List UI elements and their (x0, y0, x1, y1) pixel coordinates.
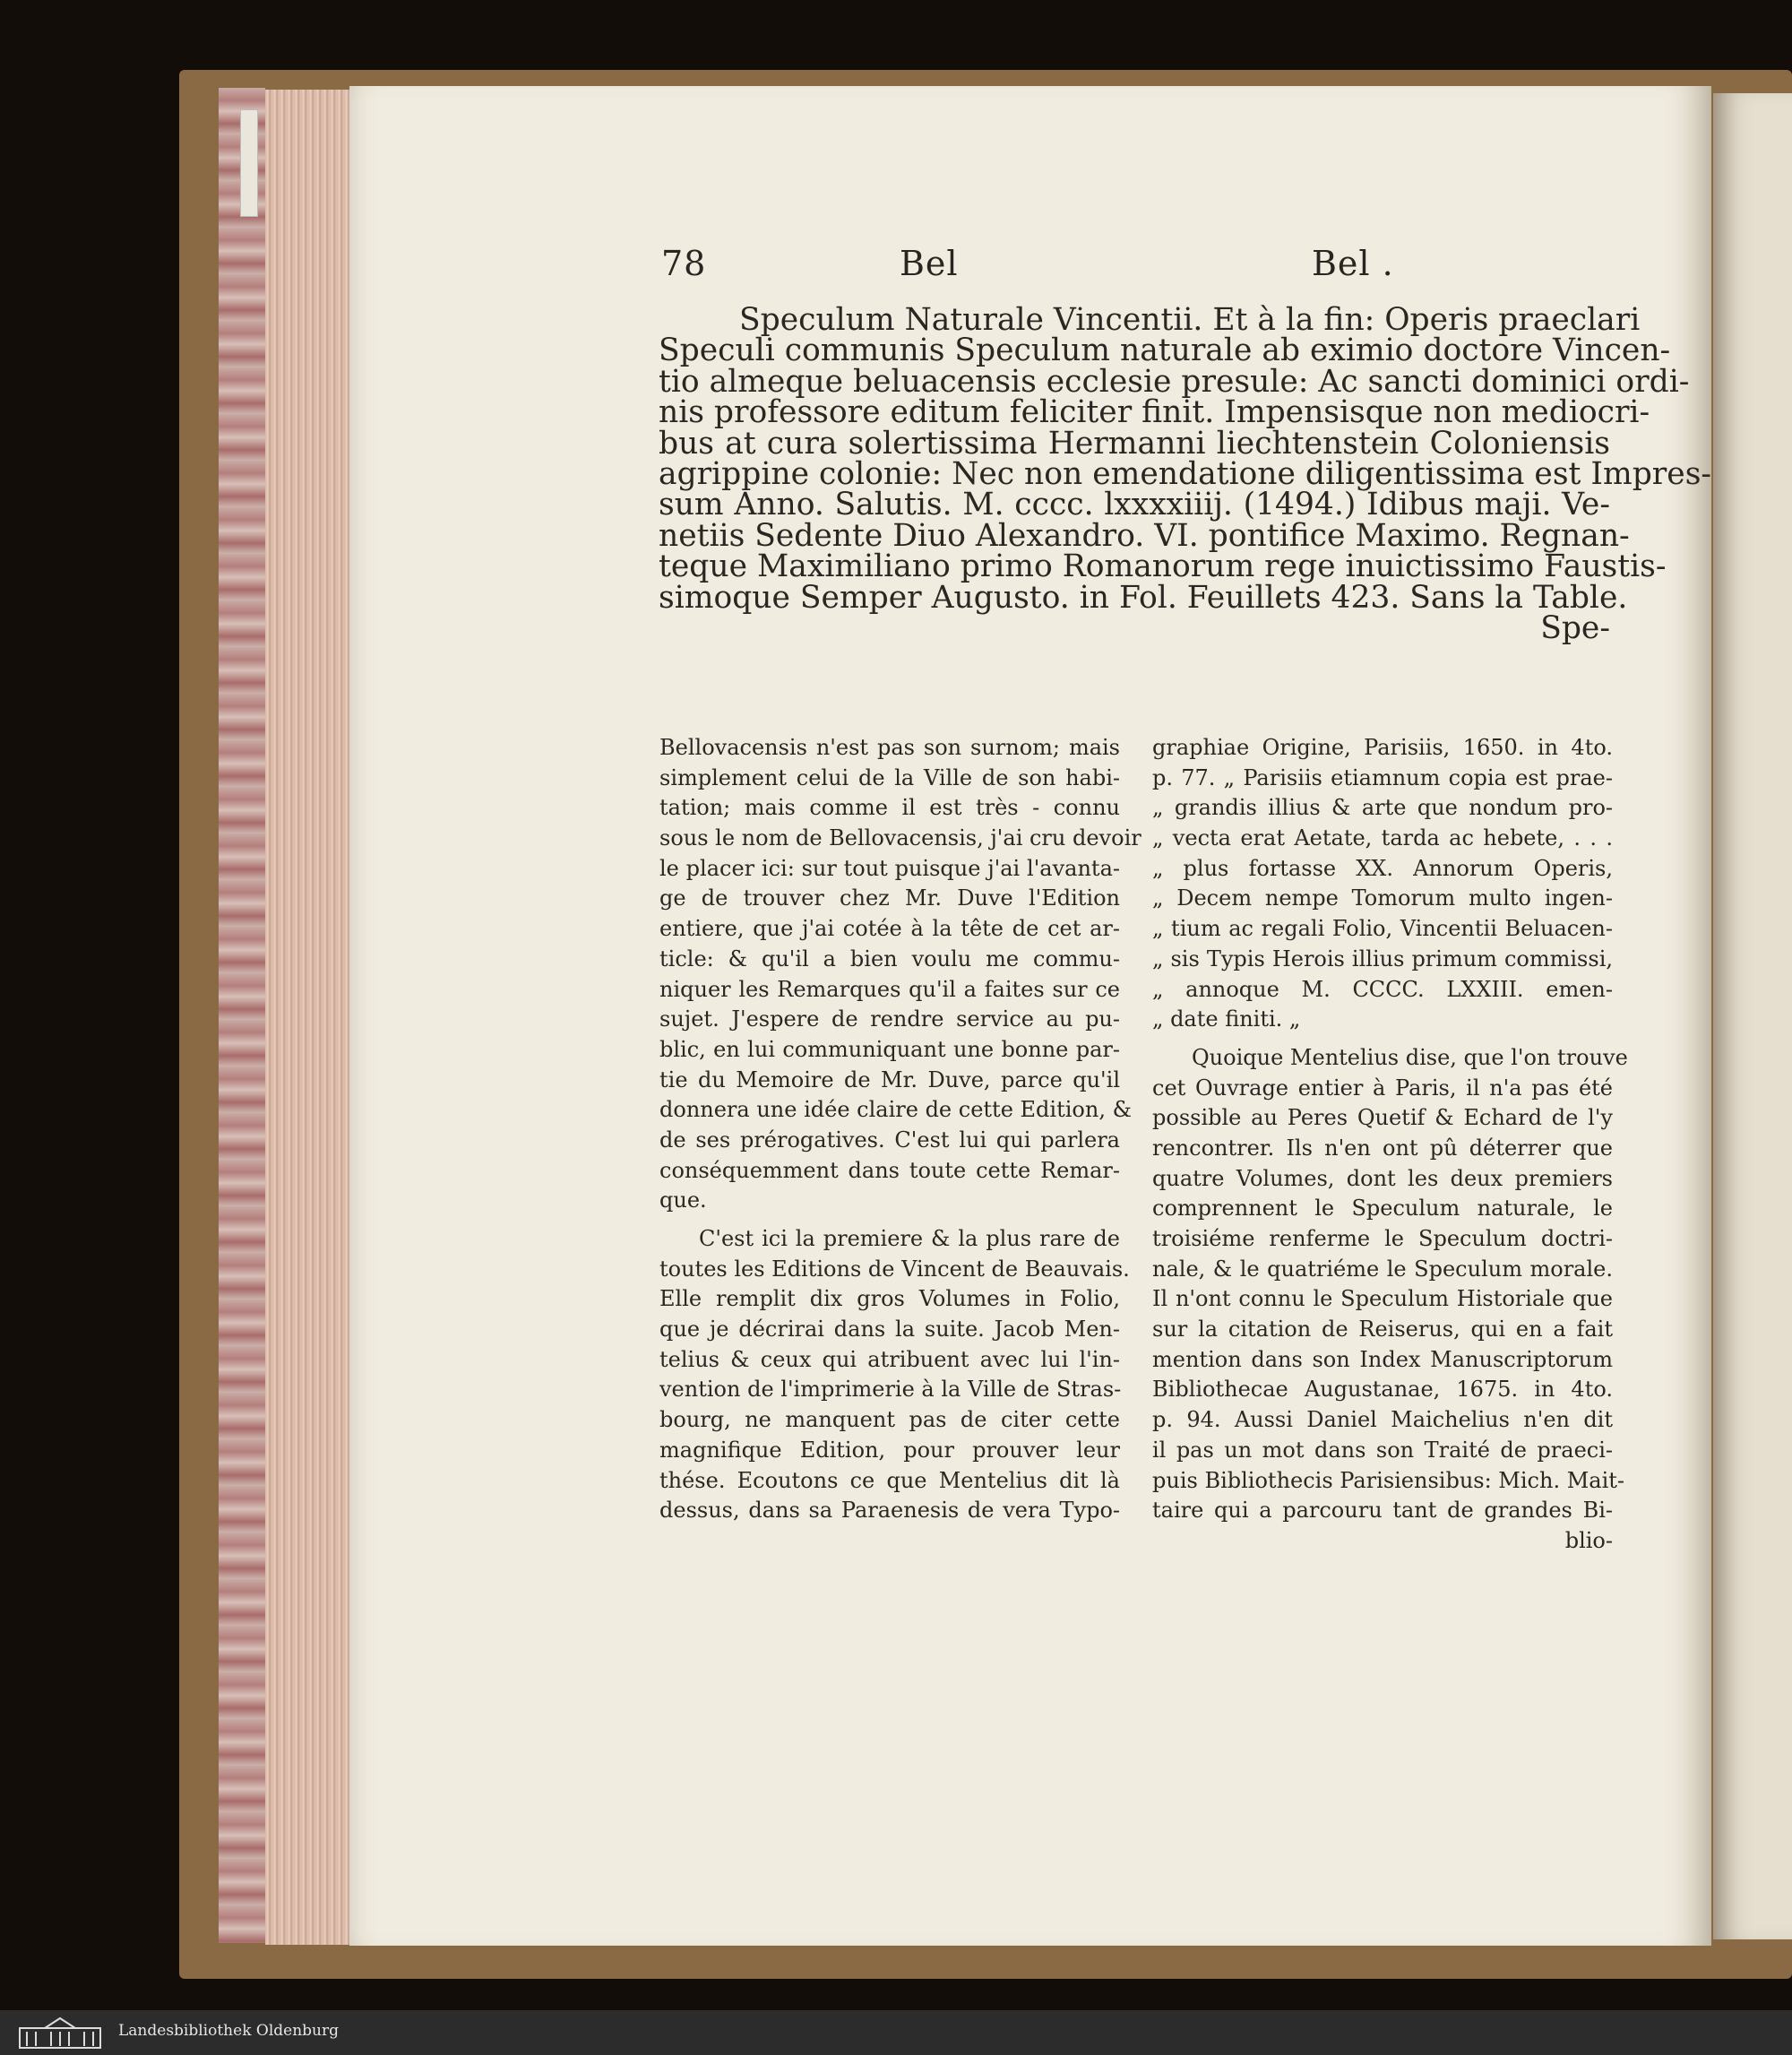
text-line: donnera une idée claire de cette Edition, & (659, 1097, 1132, 1123)
text-line: sujet. J'espere de rendre service au pu- (659, 1006, 1120, 1032)
paragraph (1152, 733, 1613, 1035)
text-line: conséquemment dans toute cette Remar- (659, 1157, 1120, 1183)
text-line: nale, & le quatriéme le Speculum morale. (1152, 1256, 1613, 1282)
paragraph (659, 733, 1142, 1216)
text-line: tation; mais comme il est très - connu (659, 795, 1120, 821)
text-line: „ vecta erat Aetate, tarda ac hebete, . . . (1152, 825, 1613, 851)
text-line: bourg, ne manquent pas de citer cette (659, 1407, 1120, 1433)
text-line: simplement celui de la Ville de son habi- (659, 764, 1120, 790)
text-line: quatre Volumes, dont les deux premiers (1152, 1165, 1613, 1191)
text-line: taire qui a parcouru tant de grandes Bi- (1152, 1498, 1613, 1524)
right-column (1152, 733, 1628, 1557)
text-line: „ tium ac regali Folio, Vincentii Beluacen- (1152, 916, 1613, 942)
main-entry-line: agrippine colonie: Nec non emendatione diligentissima est Impres- (659, 455, 1712, 492)
text-line: cet Ouvrage entier à Paris, il n'a pas été (1152, 1075, 1613, 1101)
main-entry-line: simoque Semper Augusto. in Fol. Feuillets 423. Sans la Table. (659, 579, 1628, 616)
text-line: ge de trouver chez Mr. Duve l'Edition (659, 885, 1120, 911)
text-line: „ grandis illius & arte que nondum pro- (1152, 795, 1613, 821)
text-line: de ses prérogatives. C'est lui qui parlera (659, 1127, 1120, 1153)
paragraph (659, 1224, 1130, 1526)
text-line: „ sis Typis Herois illius primum commissi, (1152, 945, 1613, 971)
text-line: il pas un mot dans son Traité de praeci- (1152, 1437, 1613, 1463)
main-entry-line: tio almeque beluacensis ecclesie presule: Ac sancti dominici ordi- (659, 363, 1690, 400)
text-line: Bibliothecae Augustanae, 1675. in 4to. (1152, 1377, 1613, 1403)
main-entry-line: Speculi communis Speculum naturale ab eximio doctore Vincen- (659, 332, 1671, 369)
page-block-edge (219, 88, 265, 1943)
text-line: sous le nom de Bellovacensis, j'ai cru devoir (659, 825, 1142, 851)
text-line: comprennent le Speculum naturale, le (1152, 1196, 1613, 1222)
page-number: 78 (661, 244, 707, 283)
text-line: dessus, dans sa Paraenesis de vera Typo- (659, 1498, 1120, 1524)
text-line: possible au Peres Quetif & Echard de l'y (1152, 1105, 1613, 1131)
facing-page-edge (1713, 93, 1792, 1939)
text-line: „ plus fortasse XX. Annorum Operis, (1152, 855, 1613, 881)
text-line: puis Bibliothecis Parisiensibus: Mich. Mait- (1152, 1467, 1625, 1493)
library-name: Landesbibliothek Oldenburg (118, 2022, 340, 2040)
left-column (659, 733, 1142, 1526)
text-line: ticle: & qu'il a bien voulu me commu- (659, 945, 1120, 971)
text-line: sur la citation de Reiserus, qui en a fait (1152, 1317, 1613, 1343)
catchword: blio- (1564, 1527, 1613, 1553)
text-line: vention de l'imprimerie à la Ville de Stras- (659, 1377, 1122, 1403)
text-line: blic, en lui communiquant une bonne par- (659, 1036, 1120, 1062)
catchword: Spe- (1540, 609, 1610, 646)
text-line: le placer ici: sur tout puisque j'ai l'avanta- (659, 855, 1120, 881)
text-line: troisiéme renferme le Speculum doctri- (1152, 1226, 1613, 1251)
text-line: Quoique Mentelius dise, que l'on trouve (1192, 1044, 1628, 1070)
running-head-left: Bel (900, 244, 959, 283)
main-entry-line: bus at cura solertissima Hermanni liechtenstein Coloniensis (659, 425, 1610, 462)
library-building-icon (18, 2016, 102, 2050)
main-entry-line: teque Maximiliano primo Romanorum rege inuictissimo Faustis- (659, 548, 1667, 585)
text-line: graphiae Origine, Parisiis, 1650. in 4to. (1152, 735, 1613, 760)
main-entry-line: nis professore editum feliciter finit. Impensisque non mediocri- (659, 394, 1650, 431)
text-line: telius & ceux qui atribuent avec lui l'in- (659, 1346, 1120, 1372)
main-entry-line: Speculum Naturale Vincentii. Et à la fin: Operis praeclari (739, 302, 1641, 338)
main-entry-line: netiis Sedente Diuo Alexandro. VI. pontifice Maximo. Regnan- (659, 517, 1630, 554)
bookmark-ribbon (240, 109, 258, 217)
footer-bar (0, 2010, 1792, 2055)
text-line: rencontrer. Ils n'en ont pû déterrer que (1152, 1135, 1613, 1161)
text-line: „ date finiti. „ (1152, 1006, 1301, 1032)
text-line: entiere, que j'ai cotée à la tête de cet ar- (659, 916, 1120, 942)
text-line: que. (659, 1187, 707, 1213)
text-line: Il n'ont connu le Speculum Historiale que (1152, 1286, 1613, 1312)
text-line: p. 77. „ Parisiis etiamnum copia est prae- (1152, 764, 1613, 790)
main-entry-line: sum Anno. Salutis. M. cccc. lxxxxiiij. (1494.) Idibus maji. Ve- (659, 487, 1610, 523)
text-line: tie du Memoire de Mr. Duve, parce qu'il (659, 1066, 1120, 1092)
page-edges (265, 90, 351, 1945)
text-line: C'est ici la premiere & la plus rare de (699, 1226, 1120, 1251)
text-line: Elle remplit dix gros Volumes in Folio, (659, 1286, 1120, 1312)
running-head-right: Bel . (1312, 244, 1394, 283)
text-line: „ annoque M. CCCC. LXXIII. emen- (1152, 976, 1613, 1002)
paragraph (1152, 1043, 1628, 1557)
text-line: que je décrirai dans la suite. Jacob Men- (659, 1317, 1120, 1343)
text-line: p. 94. Aussi Daniel Maichelius n'en dit (1152, 1407, 1613, 1433)
text-line: thése. Ecoutons ce que Mentelius dit là (659, 1467, 1120, 1493)
text-line: mention dans son Index Manuscriptorum (1152, 1346, 1613, 1372)
main-entry (659, 302, 1712, 646)
text-line: niquer les Remarques qu'il a faites sur ce (659, 976, 1120, 1002)
text-line: toutes les Editions de Vincent de Beauvais. (659, 1256, 1130, 1282)
text-line: magnifique Edition, pour prouver leur (659, 1437, 1120, 1463)
text-line: Bellovacensis n'est pas son surnom; mais (659, 735, 1120, 760)
text-line: „ Decem nempe Tomorum multo ingen- (1152, 885, 1613, 911)
